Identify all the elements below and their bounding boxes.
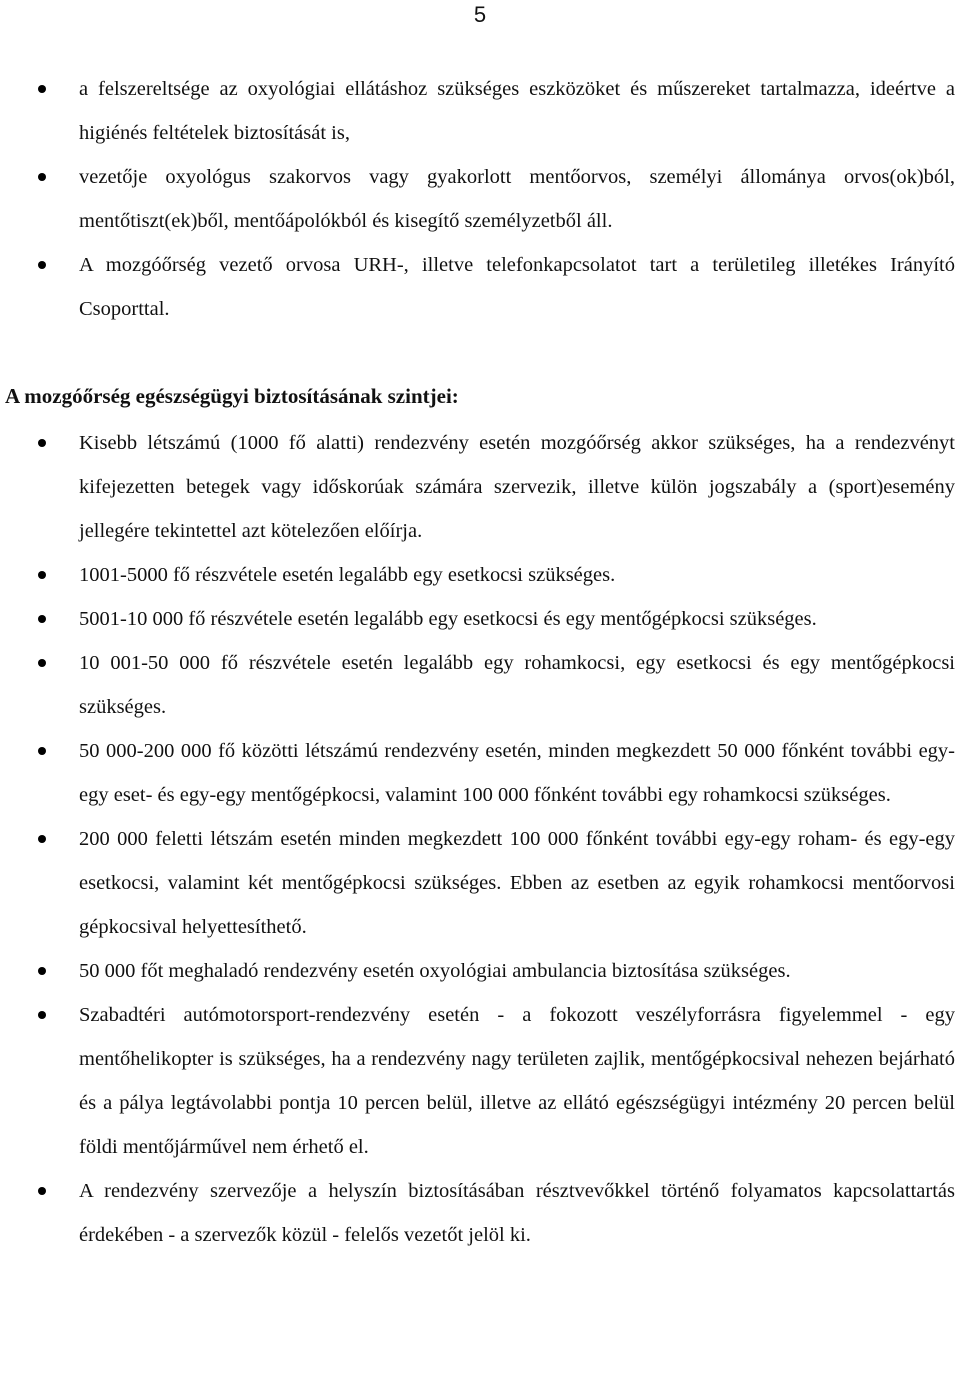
list-item-text: Kisebb létszámú (1000 fő alatti) rendezvény esetén mozgóőrség akkor szükséges, ha a rendezvényt kifejezetten betegek vagy időskorúak számára szervezik, illetve külön jogszabály a (sport)esemény jellegére tekintettel azt kötelezően előírja. (79, 432, 955, 542)
list-item (0, 817, 960, 949)
bullet-icon (38, 439, 46, 447)
list-item (0, 155, 960, 243)
list-item-text: 1001-5000 fő részvétele esetén legalább egy esetkocsi szükséges. (79, 564, 616, 586)
bullet-icon (38, 1011, 46, 1019)
list-item-text: Szabadtéri autómotorsport-rendezvény esetén - a fokozott veszélyforrásra figyelemmel - egy mentőhelikopter is szükséges, ha a rendezvény nagy területen zajlik, mentőgépkocsival nehezen bejárható és a pálya legtávolabbi pontja 10 percen belül, illetve az ellátó egészségügyi intézmény 20 percen belül földi mentőjárművel nem érhető el. (79, 1004, 955, 1158)
bullet-icon (38, 571, 46, 579)
list-item (0, 1169, 960, 1257)
bullet-icon (38, 615, 46, 623)
list-item-text: 10 001-50 000 fő részvétele esetén legalább egy rohamkocsi, egy esetkocsi és egy mentőgépkocsi szükséges. (79, 652, 955, 718)
list-item-text: 5001-10 000 fő részvétele esetén legalább egy esetkocsi és egy mentőgépkocsi szükséges. (79, 608, 817, 630)
list-item-text: vezetője oxyológus szakorvos vagy gyakorlott mentőorvos, személyi állománya orvos(ok)ból, mentőtiszt(ek)ből, mentőápolókból és kisegítő személyzetből áll. (79, 166, 955, 232)
list-item (0, 421, 960, 553)
list-item-text: a felszereltsége az oxyológiai ellátáshoz szükséges eszközöket és műszereket tartalmazza, ideértve a higiénés feltételek biztosítását is, (79, 78, 955, 144)
list-item-text: 200 000 feletti létszám esetén minden megkezdett 100 000 főnként további egy-egy roham- és egy-egy esetkocsi, valamint két mentőgépkocsi szükséges. Ebben az esetben az egyik rohamkocsi mentőorvosi gépkocsival helyettesíthető. (79, 828, 955, 938)
page-number: 5 (473, 2, 487, 27)
list-item (0, 67, 960, 155)
bullet-icon (38, 261, 46, 269)
list-item-text: 50 000-200 000 fő közötti létszámú rendezvény esetén, minden megkezdett 50 000 főnként további egy-egy eset- és egy-egy mentőgépkocsi, valamint 100 000 főnként további egy rohamkocsi szükséges. (79, 740, 955, 806)
list-item (0, 729, 960, 817)
section-heading: A mozgóőrség egészségügyi biztosításának szintjei: (5, 384, 459, 408)
bullet-icon (38, 85, 46, 93)
bullet-icon (38, 173, 46, 181)
bullet-icon (38, 835, 46, 843)
bullet-icon (38, 747, 46, 755)
levels-list (0, 421, 960, 1257)
bullet-icon (38, 659, 46, 667)
list-item (0, 641, 960, 729)
list-item (0, 597, 960, 641)
requirements-list (0, 67, 960, 331)
list-item (0, 993, 960, 1169)
bullet-icon (38, 1187, 46, 1195)
list-item (0, 949, 960, 993)
list-item-text: A mozgóőrség vezető orvosa URH-, illetve telefonkapcsolatot tart a területileg illetékes Irányító Csoporttal. (79, 254, 955, 320)
list-item-text: A rendezvény szervezője a helyszín biztosításában résztvevőkkel történő folyamatos kapcsolattartás érdekében - a szervezők közül - felelős vezetőt jelöl ki. (79, 1180, 955, 1246)
bullet-icon (38, 967, 46, 975)
list-item (0, 553, 960, 597)
list-item (0, 243, 960, 331)
list-item-text: 50 000 főt meghaladó rendezvény esetén oxyológiai ambulancia biztosítása szükséges. (79, 960, 791, 982)
